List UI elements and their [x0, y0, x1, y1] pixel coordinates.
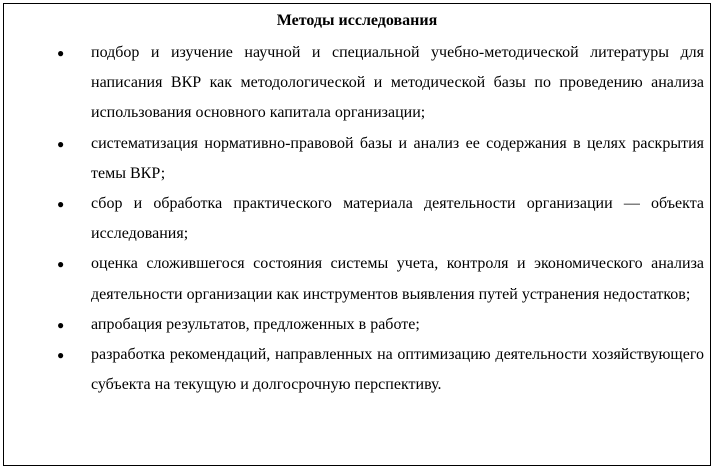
list-item: [4, 310, 710, 340]
list-item: [4, 38, 710, 129]
list-item: [4, 129, 710, 189]
bullet-icon: ●: [57, 197, 65, 212]
methods-list: [4, 38, 710, 400]
methods-box: [3, 3, 711, 466]
bullet-icon: ●: [57, 348, 65, 363]
box-title: Методы исследования: [276, 12, 438, 29]
list-item-text: разработка рекомендаций, направленных на оптимизацию деятельности хозяйствующего субъекта на текущую и долгосрочную перспективу.: [91, 346, 704, 394]
list-item-text: оценка сложившегося состояния системы учета, контроля и экономического анализа деятельности организации как инструментов выявления путей устранения недостатков;: [91, 255, 704, 303]
bullet-icon: ●: [57, 136, 65, 151]
list-item: [4, 249, 710, 309]
list-item: [4, 189, 710, 249]
bullet-icon: ●: [57, 317, 65, 332]
list-item: [4, 340, 710, 400]
list-item-text: подбор и изучение научной и специальной учебно-методической литературы для написания ВКР как методологической и методической базы по проведению анализа использования основного капитала организации;: [91, 44, 704, 122]
bullet-icon: ●: [57, 46, 65, 60]
list-item-text: систематизация нормативно-правовой базы и анализ ее содержания в целях раскрытия темы ВКР;: [91, 134, 704, 182]
bullet-icon: ●: [57, 257, 65, 272]
list-item-text: апробация результатов, предложенных в работе;: [91, 315, 420, 333]
list-item-text: сбор и обработка практического материала деятельности организации — объекта исследования;: [91, 195, 704, 243]
